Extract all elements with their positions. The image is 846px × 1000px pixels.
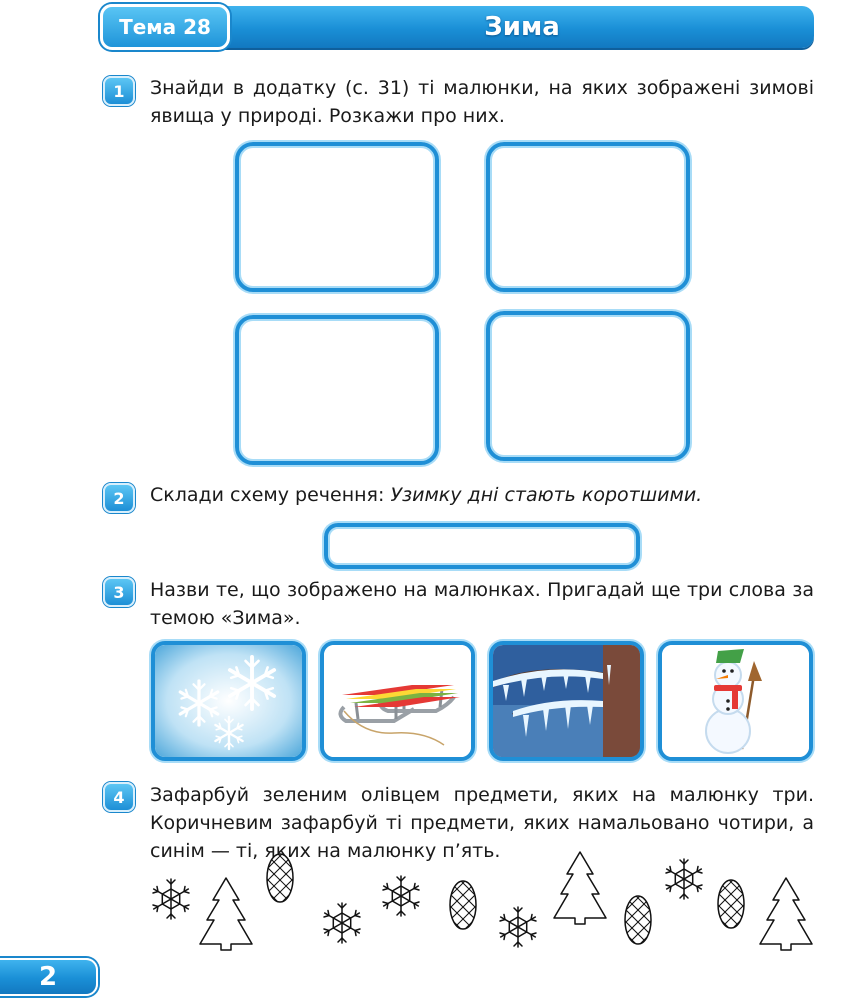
snowman-picture (658, 641, 813, 761)
fir-tree-item[interactable] (196, 876, 256, 952)
snowman-illustration (662, 645, 809, 757)
pine-cone-item[interactable] (715, 878, 747, 930)
sled-illustration (324, 645, 471, 757)
snowflakes-illustration (155, 645, 302, 757)
pine-cone-item[interactable] (622, 894, 654, 946)
task-3-text: Назви те, що зображено на малюнках. Пригадай ще три слова за темою «Зима». (150, 579, 814, 629)
answer-box-1[interactable] (235, 142, 439, 292)
sled-picture (320, 641, 475, 761)
page-number: 2 (0, 958, 98, 996)
task-4-text: Зафарбуй зеленим олівцем предмети, яких на малюнку три. Коричневим зафарбуй ті предмети, яких намальовано чотири, а синім — ті, яких на малюнку п’ять. (150, 784, 814, 862)
snowflake-item[interactable] (319, 900, 365, 946)
topic-label: Тема 28 (100, 4, 230, 50)
sentence-scheme-box[interactable] (324, 523, 640, 569)
pine-cone-item[interactable] (447, 879, 479, 931)
task-2-instruction: Склади схему речення: (150, 484, 391, 506)
snowflake-item[interactable] (661, 856, 707, 902)
snowflakes-picture (151, 641, 306, 761)
page-title: Зима (484, 12, 560, 42)
task-number-2: 2 (103, 483, 135, 513)
snowflake-item[interactable] (378, 873, 424, 919)
fir-tree-item[interactable] (756, 876, 816, 952)
answer-box-2[interactable] (486, 142, 690, 292)
task-2-text (150, 481, 814, 509)
task-number-3: 3 (103, 577, 135, 607)
icy-tree-picture (489, 641, 644, 761)
icy-tree-illustration (493, 645, 640, 757)
task-number-1: 1 (103, 76, 135, 106)
snowflake-item[interactable] (148, 876, 194, 922)
fir-tree-item[interactable] (550, 850, 610, 926)
task-number-4: 4 (103, 782, 135, 812)
task-1-text: Знайди в додатку (с. 31) ті малюнки, на яких зображені зимові явища у природі. Розкажи про них. (150, 77, 814, 127)
answer-box-3[interactable] (235, 315, 439, 465)
task-2-sentence: Узимку дні стають коротшими. (390, 484, 703, 506)
answer-box-4[interactable] (486, 311, 690, 461)
snowflake-item[interactable] (495, 904, 541, 950)
pine-cone-item[interactable] (264, 852, 296, 904)
